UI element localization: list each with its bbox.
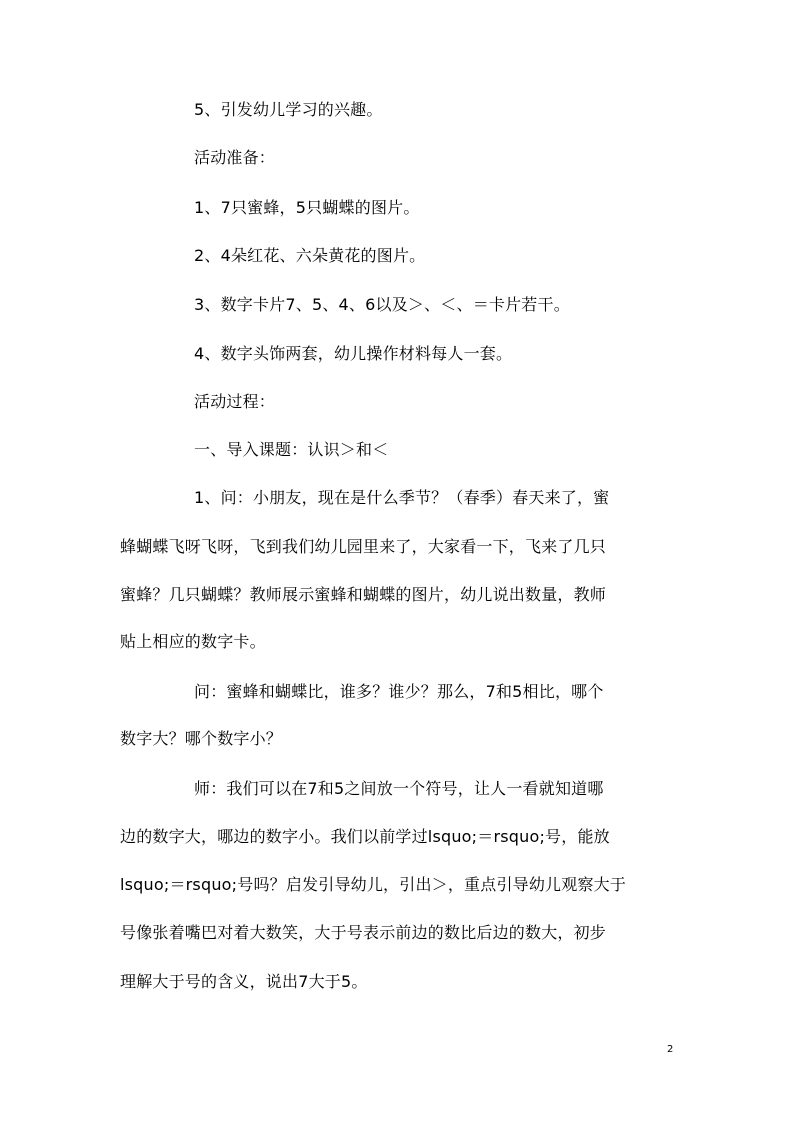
- text-line: 问：蜜蜂和蝴蝶比，谁多？谁少？那么，7和5相比，哪个: [194, 682, 604, 701]
- text-line: 师：我们可以在7和5之间放一个符号，让人一看就知道哪: [194, 779, 604, 798]
- text-line: 1、7只蜜蜂，5只蝴蝶的图片。: [194, 198, 420, 217]
- text-line: 数字大？哪个数字小？: [120, 729, 283, 748]
- text-line: 1、问：小朋友，现在是什么季节？（春季）春天来了，蜜: [194, 488, 610, 507]
- text-line: 蜂蝴蝶飞呀飞呀，飞到我们幼儿园里来了，大家看一下，飞来了几只: [120, 537, 607, 556]
- text-line: 边的数字大，哪边的数字小。我们以前学过lsquo;＝rsquo;号，能放: [120, 827, 610, 846]
- section-heading: 活动准备：: [194, 148, 276, 167]
- section-heading: 活动过程：: [194, 392, 276, 411]
- text-line: 2、4朵红花、六朵黄花的图片。: [194, 246, 426, 265]
- text-line: lsquo;＝rsquo;号吗？启发引导幼儿，引出＞，重点引导幼儿观察大于: [120, 875, 627, 894]
- text-line: 蜜蜂？几只蝴蝶？教师展示蜜蜂和蝴蝶的图片，幼儿说出数量，教师: [120, 585, 607, 604]
- subsection-heading: 一、导入课题：认识＞和＜: [194, 440, 389, 459]
- page-number: 2: [667, 1044, 674, 1055]
- text-line: 贴上相应的数字卡。: [120, 632, 266, 651]
- text-line: 理解大于号的含义，说出7大于5。: [120, 972, 368, 991]
- text-line: 4、数字头饰两套，幼儿操作材料每人一套。: [194, 344, 513, 363]
- text-line: 3、数字卡片7、5、4、6以及＞、＜、＝卡片若干。: [194, 295, 570, 314]
- text-line: 5、引发幼儿学习的兴趣。: [194, 100, 383, 119]
- text-line: 号像张着嘴巴对着大数笑，大于号表示前边的数比后边的数大，初步: [120, 923, 607, 942]
